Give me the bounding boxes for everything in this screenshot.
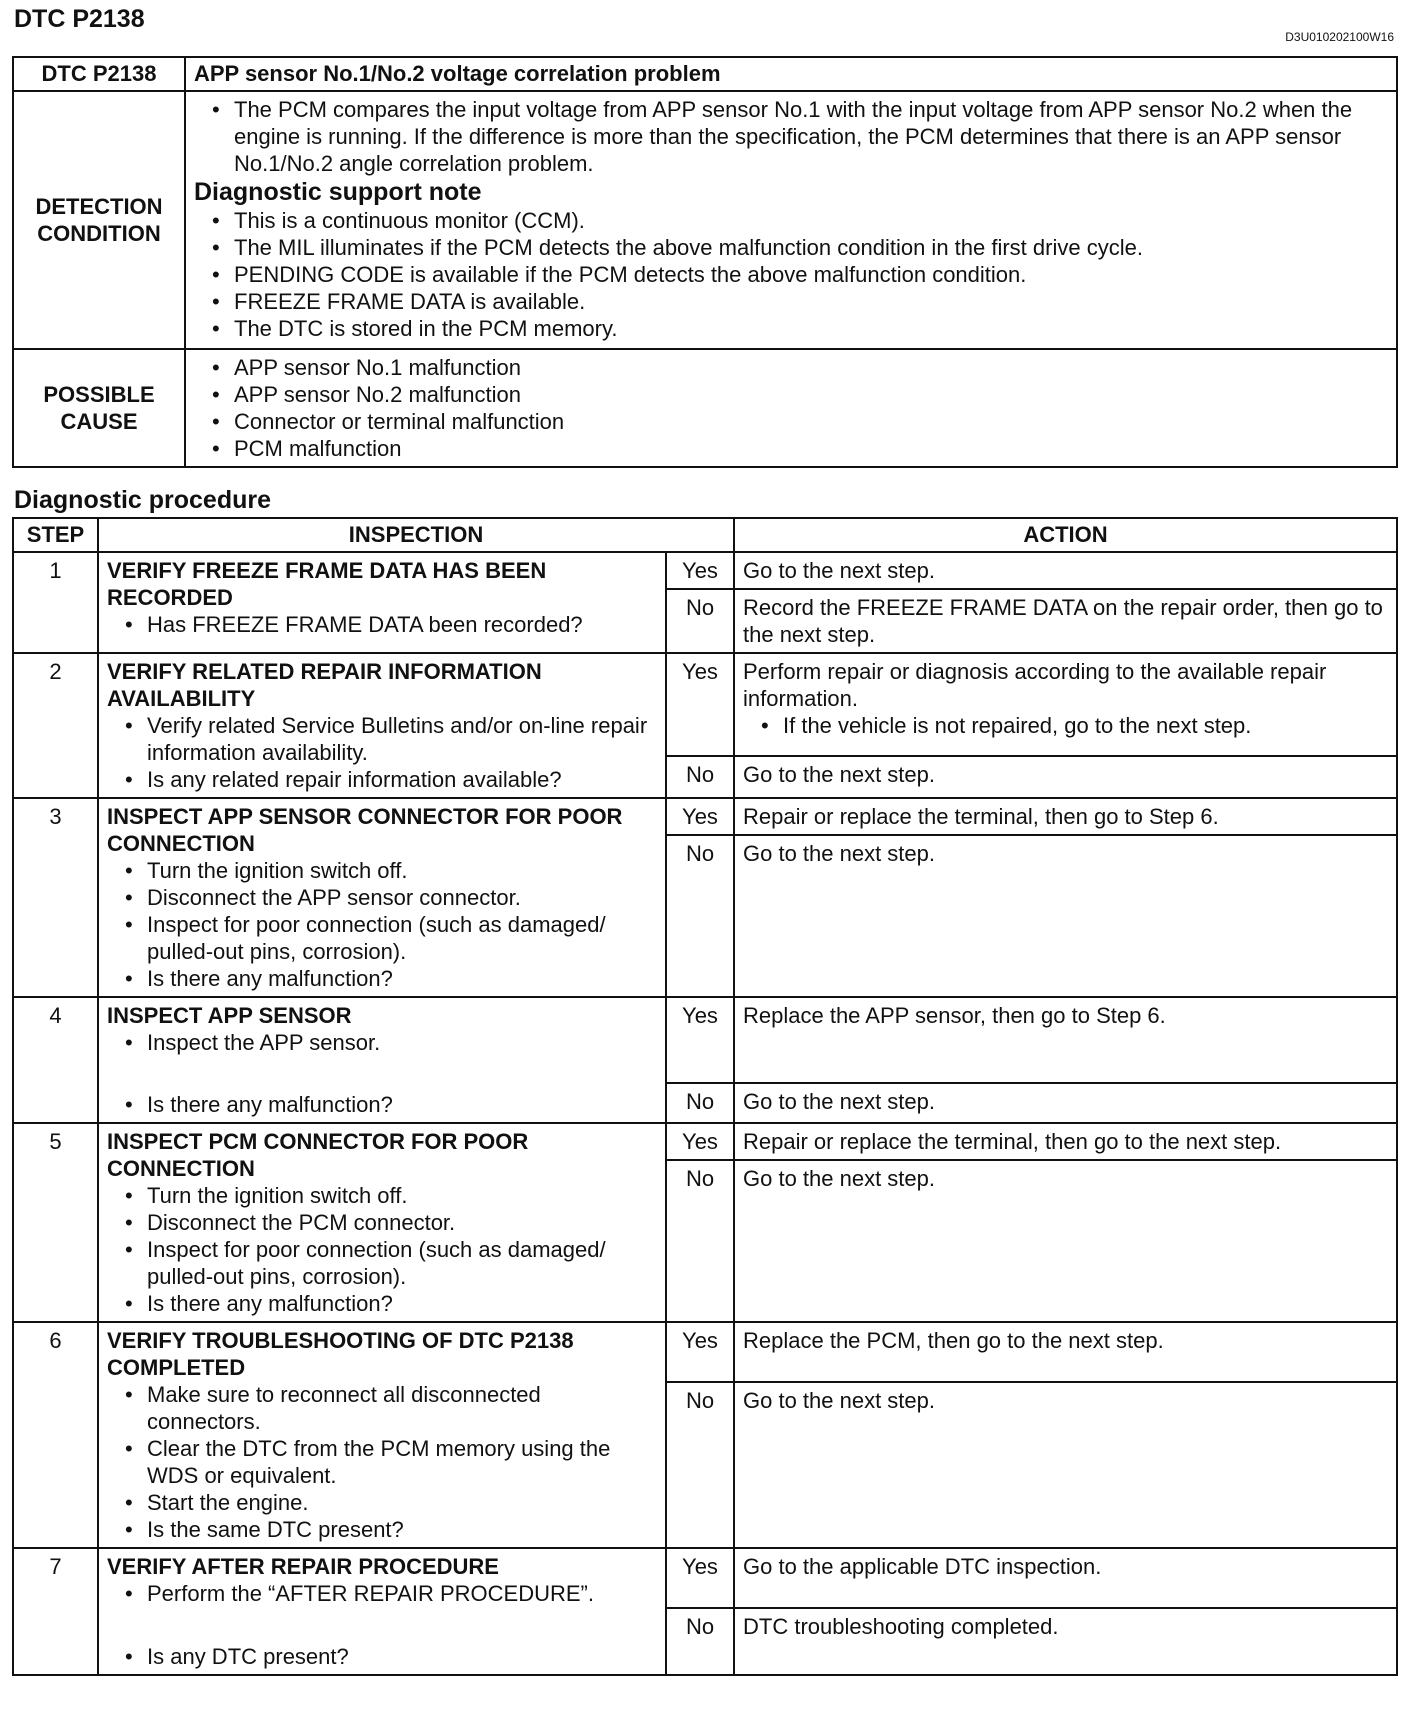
no-action: Record the FREEZE FRAME DATA on the repair order, then go to the next step.: [734, 589, 1397, 653]
step-number: 7: [13, 1548, 98, 1675]
step-title: VERIFY AFTER REPAIR PROCEDURE: [107, 1554, 499, 1579]
detection-bullet: • The PCM compares the input voltage from APP sensor No.1 with the input voltage from APP sensor No.2 when the engine is running. If the difference is more than the specification, the PCM determines that there is an APP sensor No.1/No.2 angle correlation problem.: [194, 96, 1388, 177]
yes-label: Yes: [666, 1123, 734, 1160]
no-action: Go to the next step.: [734, 835, 1397, 997]
yes-label: Yes: [666, 552, 734, 589]
yes-action: Perform repair or diagnosis according to the available repair information.: [743, 659, 1327, 711]
support-note-item: • The DTC is stored in the PCM memory.: [194, 315, 1388, 342]
yes-action: Go to the next step.: [734, 552, 1397, 589]
yes-label: Yes: [666, 653, 734, 756]
table-row: [13, 798, 1397, 835]
step-bullets: [107, 712, 657, 793]
step-bullets: [107, 1182, 657, 1317]
step-bullet: • Inspect for poor connection (such as damaged/ pulled-out pins, corrosion).: [107, 1236, 657, 1290]
table-row: [13, 552, 1397, 589]
yes-action: Go to the applicable DTC inspection.: [734, 1548, 1397, 1608]
step-inspection: [98, 798, 666, 997]
procedure-heading: Diagnostic procedure: [14, 486, 271, 514]
no-action: Go to the next step.: [734, 1382, 1397, 1548]
step-bullet: • Inspect the APP sensor.: [107, 1029, 657, 1056]
step-bullet: • Is the same DTC present?: [107, 1516, 657, 1543]
step-bullet: • Start the engine.: [107, 1489, 657, 1516]
procedure-header-row: [13, 518, 1397, 552]
step-bullet: • Is there any malfunction?: [107, 1091, 657, 1118]
detection-condition-content: [185, 91, 1397, 349]
step-inspection: [98, 653, 666, 798]
no-label: No: [666, 1382, 734, 1548]
step-number: 6: [13, 1322, 98, 1548]
step-bullets: [107, 857, 657, 992]
step-inspection: [98, 997, 666, 1123]
possible-cause-item: • APP sensor No.1 malfunction: [194, 354, 1388, 381]
table-row: [13, 1123, 1397, 1160]
step-inspection: [98, 1123, 666, 1322]
no-label: No: [666, 1160, 734, 1322]
possible-cause-list: [194, 354, 1388, 462]
step-number: 2: [13, 653, 98, 798]
dtc-code-label: DTC P2138: [13, 57, 185, 91]
step-title: VERIFY RELATED REPAIR INFORMATION AVAILABILITY: [107, 659, 542, 711]
yes-label: Yes: [666, 1322, 734, 1382]
step-bullet: • Is there any malfunction?: [107, 965, 657, 992]
support-note-heading: Diagnostic support note: [194, 178, 482, 206]
dtc-header-row: [13, 57, 1397, 91]
yes-label: Yes: [666, 997, 734, 1083]
dtc-summary-table: [12, 56, 1398, 468]
yes-action: Replace the PCM, then go to the next step.: [734, 1322, 1397, 1382]
possible-cause-item: • Connector or terminal malfunction: [194, 408, 1388, 435]
yes-action-sub: • If the vehicle is not repaired, go to the next step.: [743, 712, 1388, 739]
detection-condition-row: [13, 91, 1397, 349]
table-row: [13, 997, 1397, 1083]
step-bullets: [107, 1381, 657, 1543]
step-bullet: • Disconnect the PCM connector.: [107, 1209, 657, 1236]
yes-action: Repair or replace the terminal, then go to the next step.: [734, 1123, 1397, 1160]
detection-bullet-list: [194, 96, 1388, 177]
no-label: No: [666, 1083, 734, 1123]
step-number: 3: [13, 798, 98, 997]
step-bullet: • Inspect for poor connection (such as damaged/ pulled-out pins, corrosion).: [107, 911, 657, 965]
dtc-description: APP sensor No.1/No.2 voltage correlation problem: [185, 57, 1397, 91]
step-bullet: • Turn the ignition switch off.: [107, 857, 657, 884]
step-number: 5: [13, 1123, 98, 1322]
no-label: No: [666, 589, 734, 653]
step-bullets: [107, 1029, 657, 1118]
step-bullet: • Is any related repair information available?: [107, 766, 657, 793]
step-header: STEP: [13, 518, 98, 552]
yes-action: Replace the APP sensor, then go to Step 6.: [734, 997, 1397, 1083]
step-inspection: [98, 1548, 666, 1675]
yes-label: Yes: [666, 798, 734, 835]
table-row: [13, 653, 1397, 756]
step-bullet: • Verify related Service Bulletins and/or on-line repair information availability.: [107, 712, 657, 766]
no-action: Go to the next step.: [734, 756, 1397, 798]
no-label: No: [666, 1608, 734, 1675]
step-bullet: • Make sure to reconnect all disconnected connectors.: [107, 1381, 657, 1435]
support-note-item: • PENDING CODE is available if the PCM detects the above malfunction condition.: [194, 261, 1388, 288]
table-row: [13, 1322, 1397, 1382]
no-label: No: [666, 835, 734, 997]
step-title: INSPECT APP SENSOR CONNECTOR FOR POOR CONNECTION: [107, 804, 623, 856]
step-bullets: [107, 1580, 657, 1670]
step-inspection: [98, 1322, 666, 1548]
yes-label: Yes: [666, 1548, 734, 1608]
possible-cause-row: [13, 349, 1397, 467]
step-inspection: [98, 552, 666, 653]
step-bullets: [107, 611, 657, 638]
step-bullet: • Has FREEZE FRAME DATA been recorded?: [107, 611, 657, 638]
no-label: No: [666, 756, 734, 798]
step-title: VERIFY TROUBLESHOOTING OF DTC P2138 COMPLETED: [107, 1328, 574, 1380]
possible-cause-content: [185, 349, 1397, 467]
step-bullet: • Turn the ignition switch off.: [107, 1182, 657, 1209]
support-note-list: [194, 207, 1388, 342]
no-action: DTC troubleshooting completed.: [734, 1608, 1397, 1675]
yes-action-sub-list: [743, 712, 1388, 739]
step-bullet: • Perform the “AFTER REPAIR PROCEDURE”.: [107, 1580, 657, 1607]
possible-cause-item: • PCM malfunction: [194, 435, 1388, 462]
page-title: DTC P2138: [14, 5, 145, 33]
step-bullet: • Clear the DTC from the PCM memory using the WDS or equivalent.: [107, 1435, 657, 1489]
diagnostic-procedure-table: [12, 517, 1398, 1676]
step-bullet: • Is any DTC present?: [107, 1643, 657, 1670]
support-note-item: • This is a continuous monitor (CCM).: [194, 207, 1388, 234]
no-action: Go to the next step.: [734, 1160, 1397, 1322]
possible-cause-item: • APP sensor No.2 malfunction: [194, 381, 1388, 408]
support-note-item: • FREEZE FRAME DATA is available.: [194, 288, 1388, 315]
action-header: ACTION: [734, 518, 1397, 552]
document-id: D3U010202100W16: [1285, 30, 1394, 44]
yes-action: Repair or replace the terminal, then go to Step 6.: [734, 798, 1397, 835]
step-bullet: • Disconnect the APP sensor connector.: [107, 884, 657, 911]
inspection-header: INSPECTION: [98, 518, 734, 552]
no-action: Go to the next step.: [734, 1083, 1397, 1123]
table-row: [13, 1548, 1397, 1608]
support-note-item: • The MIL illuminates if the PCM detects the above malfunction condition in the first drive cycle.: [194, 234, 1388, 261]
step-number: 4: [13, 997, 98, 1123]
step-title: INSPECT APP SENSOR: [107, 1003, 352, 1028]
step-title: VERIFY FREEZE FRAME DATA HAS BEEN RECORDED: [107, 558, 547, 610]
yes-action-cell: [734, 653, 1397, 756]
detection-condition-label: DETECTION CONDITION: [13, 91, 185, 349]
possible-cause-label: POSSIBLE CAUSE: [13, 349, 185, 467]
step-bullet: • Is there any malfunction?: [107, 1290, 657, 1317]
step-title: INSPECT PCM CONNECTOR FOR POOR CONNECTION: [107, 1129, 529, 1181]
step-number: 1: [13, 552, 98, 653]
